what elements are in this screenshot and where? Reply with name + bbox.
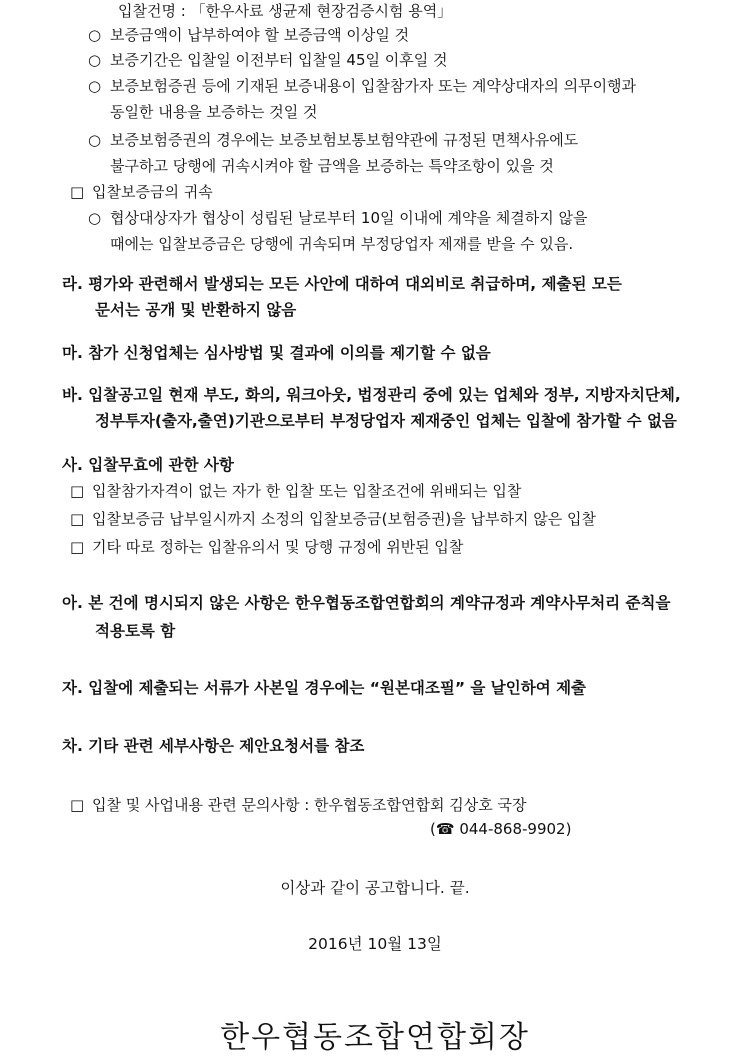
- clause-a-continued: 적용토록 함: [95, 622, 176, 640]
- checkbox-square-icon: □: [70, 482, 85, 500]
- guarantee-item: ○ 보증기간은 입찰일 이전부터 입찰일 45일 이후일 것: [88, 51, 448, 69]
- guarantee-item: ○ 보증보험증권 등에 기재된 보증내용이 입찰참가자 또는 계약상대자의 의무이행과: [88, 77, 637, 95]
- clause-ra-continued: 문서는 공개 및 반환하지 않음: [95, 301, 297, 319]
- checkbox-square-icon: □: [70, 183, 85, 201]
- guarantee-item: ○ 보증금액이 납부하여야 할 보증금액 이상일 것: [88, 26, 410, 44]
- telephone-icon: ☎: [435, 820, 455, 838]
- checkbox-square-icon: □: [70, 796, 85, 814]
- invalid-bid-item: □ 기타 따로 정하는 입찰유의서 및 당행 규정에 위반된 입찰: [70, 538, 464, 556]
- circle-bullet-icon: ○: [88, 209, 102, 227]
- invalid-bid-item: □ 입찰보증금 납부일시까지 소정의 입찰보증금(보험증권)을 납부하지 않은 입찰: [70, 510, 596, 528]
- contact-line: □ 입찰 및 사업내용 관련 문의사항 : 한우협동조합연합회 김상호 국장: [70, 796, 527, 814]
- forfeit-item: ○ 협상대상자가 협상이 성립된 날로부터 10일 이내에 계약을 체결하지 않을: [88, 209, 588, 227]
- clause-ba-continued: 정부투자(출자,출연)기관으로부터 부정당업자 제재중인 업체는 입찰에 참가할 수 없음: [95, 412, 677, 430]
- issuer-signature: 한우협동조합연합회장: [220, 1020, 530, 1055]
- notice-date: 2016년 10월 13일: [308, 935, 442, 953]
- checkbox-square-icon: □: [70, 538, 85, 556]
- clause-ra: 라. 평가와 관련해서 발생되는 모든 사안에 대하여 대외비로 취급하며, 제출된 모든: [62, 275, 622, 293]
- guarantee-item-continued: 불구하고 당행에 귀속시켜야 할 금액을 보증하는 특약조항이 있을 것: [110, 157, 554, 175]
- contact-phone: (☎ 044-868-9902): [430, 820, 572, 838]
- clause-ba: 바. 입찰공고일 현재 부도, 화의, 워크아웃, 법정관리 중에 있는 업체와 정부, 지방자치단체,: [62, 386, 681, 404]
- checkbox-square-icon: □: [70, 510, 85, 528]
- bid-subject-line: 입찰건명 : 「한우사료 생균제 현장검증시험 용역」: [118, 2, 453, 20]
- guarantee-item-continued: 동일한 내용을 보증하는 것일 것: [110, 103, 318, 121]
- clause-a: 아. 본 건에 명시되지 않은 사항은 한우협동조합연합회의 계약규정과 계약사무처리 준칙을: [62, 594, 671, 612]
- circle-bullet-icon: ○: [88, 131, 102, 149]
- circle-bullet-icon: ○: [88, 77, 102, 95]
- guarantee-item: ○ 보증보험증권의 경우에는 보증보험보통보험약관에 규정된 면책사유에도: [88, 131, 579, 149]
- circle-bullet-icon: ○: [88, 26, 102, 44]
- clause-ma: 마. 참가 신청업체는 심사방법 및 결과에 이의를 제기할 수 없음: [62, 344, 491, 362]
- invalid-bid-item: □ 입찰참가자격이 없는 자가 한 입찰 또는 입찰조건에 위배되는 입찰: [70, 482, 522, 500]
- clause-cha: 차. 기타 관련 세부사항은 제안요청서를 참조: [62, 737, 365, 755]
- forfeit-item-continued: 때에는 입찰보증금은 당행에 귀속되며 부정당업자 제재를 받을 수 있음.: [110, 235, 574, 253]
- closing-statement: 이상과 같이 공고합니다. 끝.: [280, 879, 470, 897]
- circle-bullet-icon: ○: [88, 51, 102, 69]
- clause-sa-title: 사. 입찰무효에 관한 사항: [62, 456, 234, 474]
- clause-ja: 자. 입찰에 제출되는 서류가 사본일 경우에는 “원본대조필” 을 날인하여 제출: [62, 679, 587, 697]
- forfeit-heading: □ 입찰보증금의 귀속: [70, 183, 213, 201]
